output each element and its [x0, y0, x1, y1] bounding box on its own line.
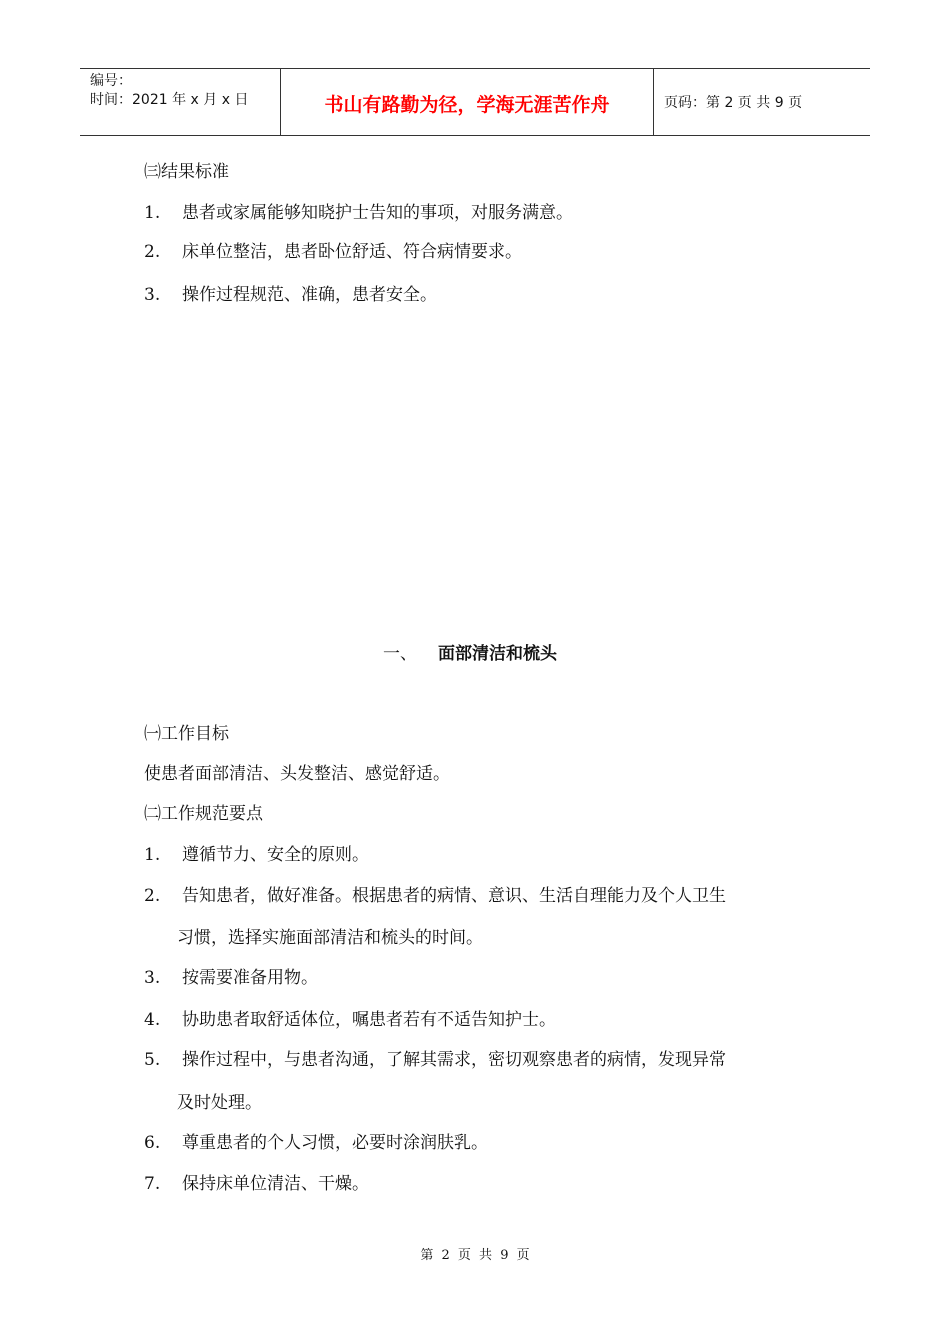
list-item-number: 3. — [144, 285, 161, 305]
list-item — [144, 966, 318, 990]
list-item-text: 告知患者，做好准备。根据患者的病情、意识、生活自理能力及个人卫生 — [182, 886, 726, 906]
list-item — [144, 1172, 369, 1196]
list-item-number: 1. — [144, 203, 161, 223]
section-number: 一、 — [383, 644, 417, 664]
list-item-number: 3. — [144, 968, 161, 988]
list-item-continuation: 及时处理。 — [177, 1093, 262, 1113]
page-header — [80, 68, 870, 136]
list-item-text: 遵循节力、安全的原则。 — [182, 845, 369, 865]
section-title-text: 面部清洁和梳头 — [438, 644, 557, 664]
list-item — [144, 201, 573, 225]
list-item — [144, 1048, 726, 1072]
list-item-text: 操作过程规范、准确，患者安全。 — [182, 285, 437, 305]
list-item-number: 4. — [144, 1010, 161, 1030]
list-item — [144, 884, 726, 908]
list-item-number: 7. — [144, 1174, 161, 1194]
list-item-number: 2. — [144, 242, 161, 262]
header-motto: 书山有路勤为径，学海无涯苦作舟 — [281, 69, 654, 135]
work-goal-heading: ㈠工作目标 — [144, 724, 229, 744]
list-item-text: 操作过程中，与患者沟通，了解其需求，密切观察患者的病情，发现异常 — [182, 1050, 726, 1070]
list-item — [144, 843, 369, 867]
list-item — [144, 1008, 556, 1032]
list-item-text: 患者或家属能够知晓护士告知的事项，对服务满意。 — [182, 203, 573, 223]
document-code-label: 编号： — [90, 73, 132, 89]
header-meta — [80, 69, 281, 135]
list-item-text: 床单位整洁，患者卧位舒适、符合病情要求。 — [182, 242, 522, 262]
list-item-text: 协助患者取舒适体位，嘱患者若有不适告知护士。 — [182, 1010, 556, 1030]
document-date: 时间：2021 年 x 月 x 日 — [90, 92, 249, 108]
page-footer: 第 2 页 共 9 页 — [420, 1248, 530, 1263]
list-item-number: 2. — [144, 886, 161, 906]
list-item — [144, 283, 437, 307]
list-item-text: 保持床单位清洁、干燥。 — [182, 1174, 369, 1194]
list-item-number: 6. — [144, 1133, 161, 1153]
list-item-text: 尊重患者的个人习惯，必要时涂润肤乳。 — [182, 1133, 488, 1153]
section-title — [383, 642, 557, 666]
list-item — [144, 1131, 488, 1155]
work-spec-heading: ㈡工作规范要点 — [144, 804, 263, 824]
list-item-number: 1. — [144, 845, 161, 865]
list-item-text: 按需要准备用物。 — [182, 968, 318, 988]
list-item-continuation: 习惯，选择实施面部清洁和梳头的时间。 — [177, 928, 483, 948]
result-standard-heading: ㈢结果标准 — [144, 162, 229, 182]
list-item-number: 5. — [144, 1050, 161, 1070]
list-item — [144, 240, 522, 264]
header-page-info: 页码：第 2 页 共 9 页 — [664, 95, 803, 111]
work-goal-text: 使患者面部清洁、头发整洁、感觉舒适。 — [144, 764, 450, 784]
